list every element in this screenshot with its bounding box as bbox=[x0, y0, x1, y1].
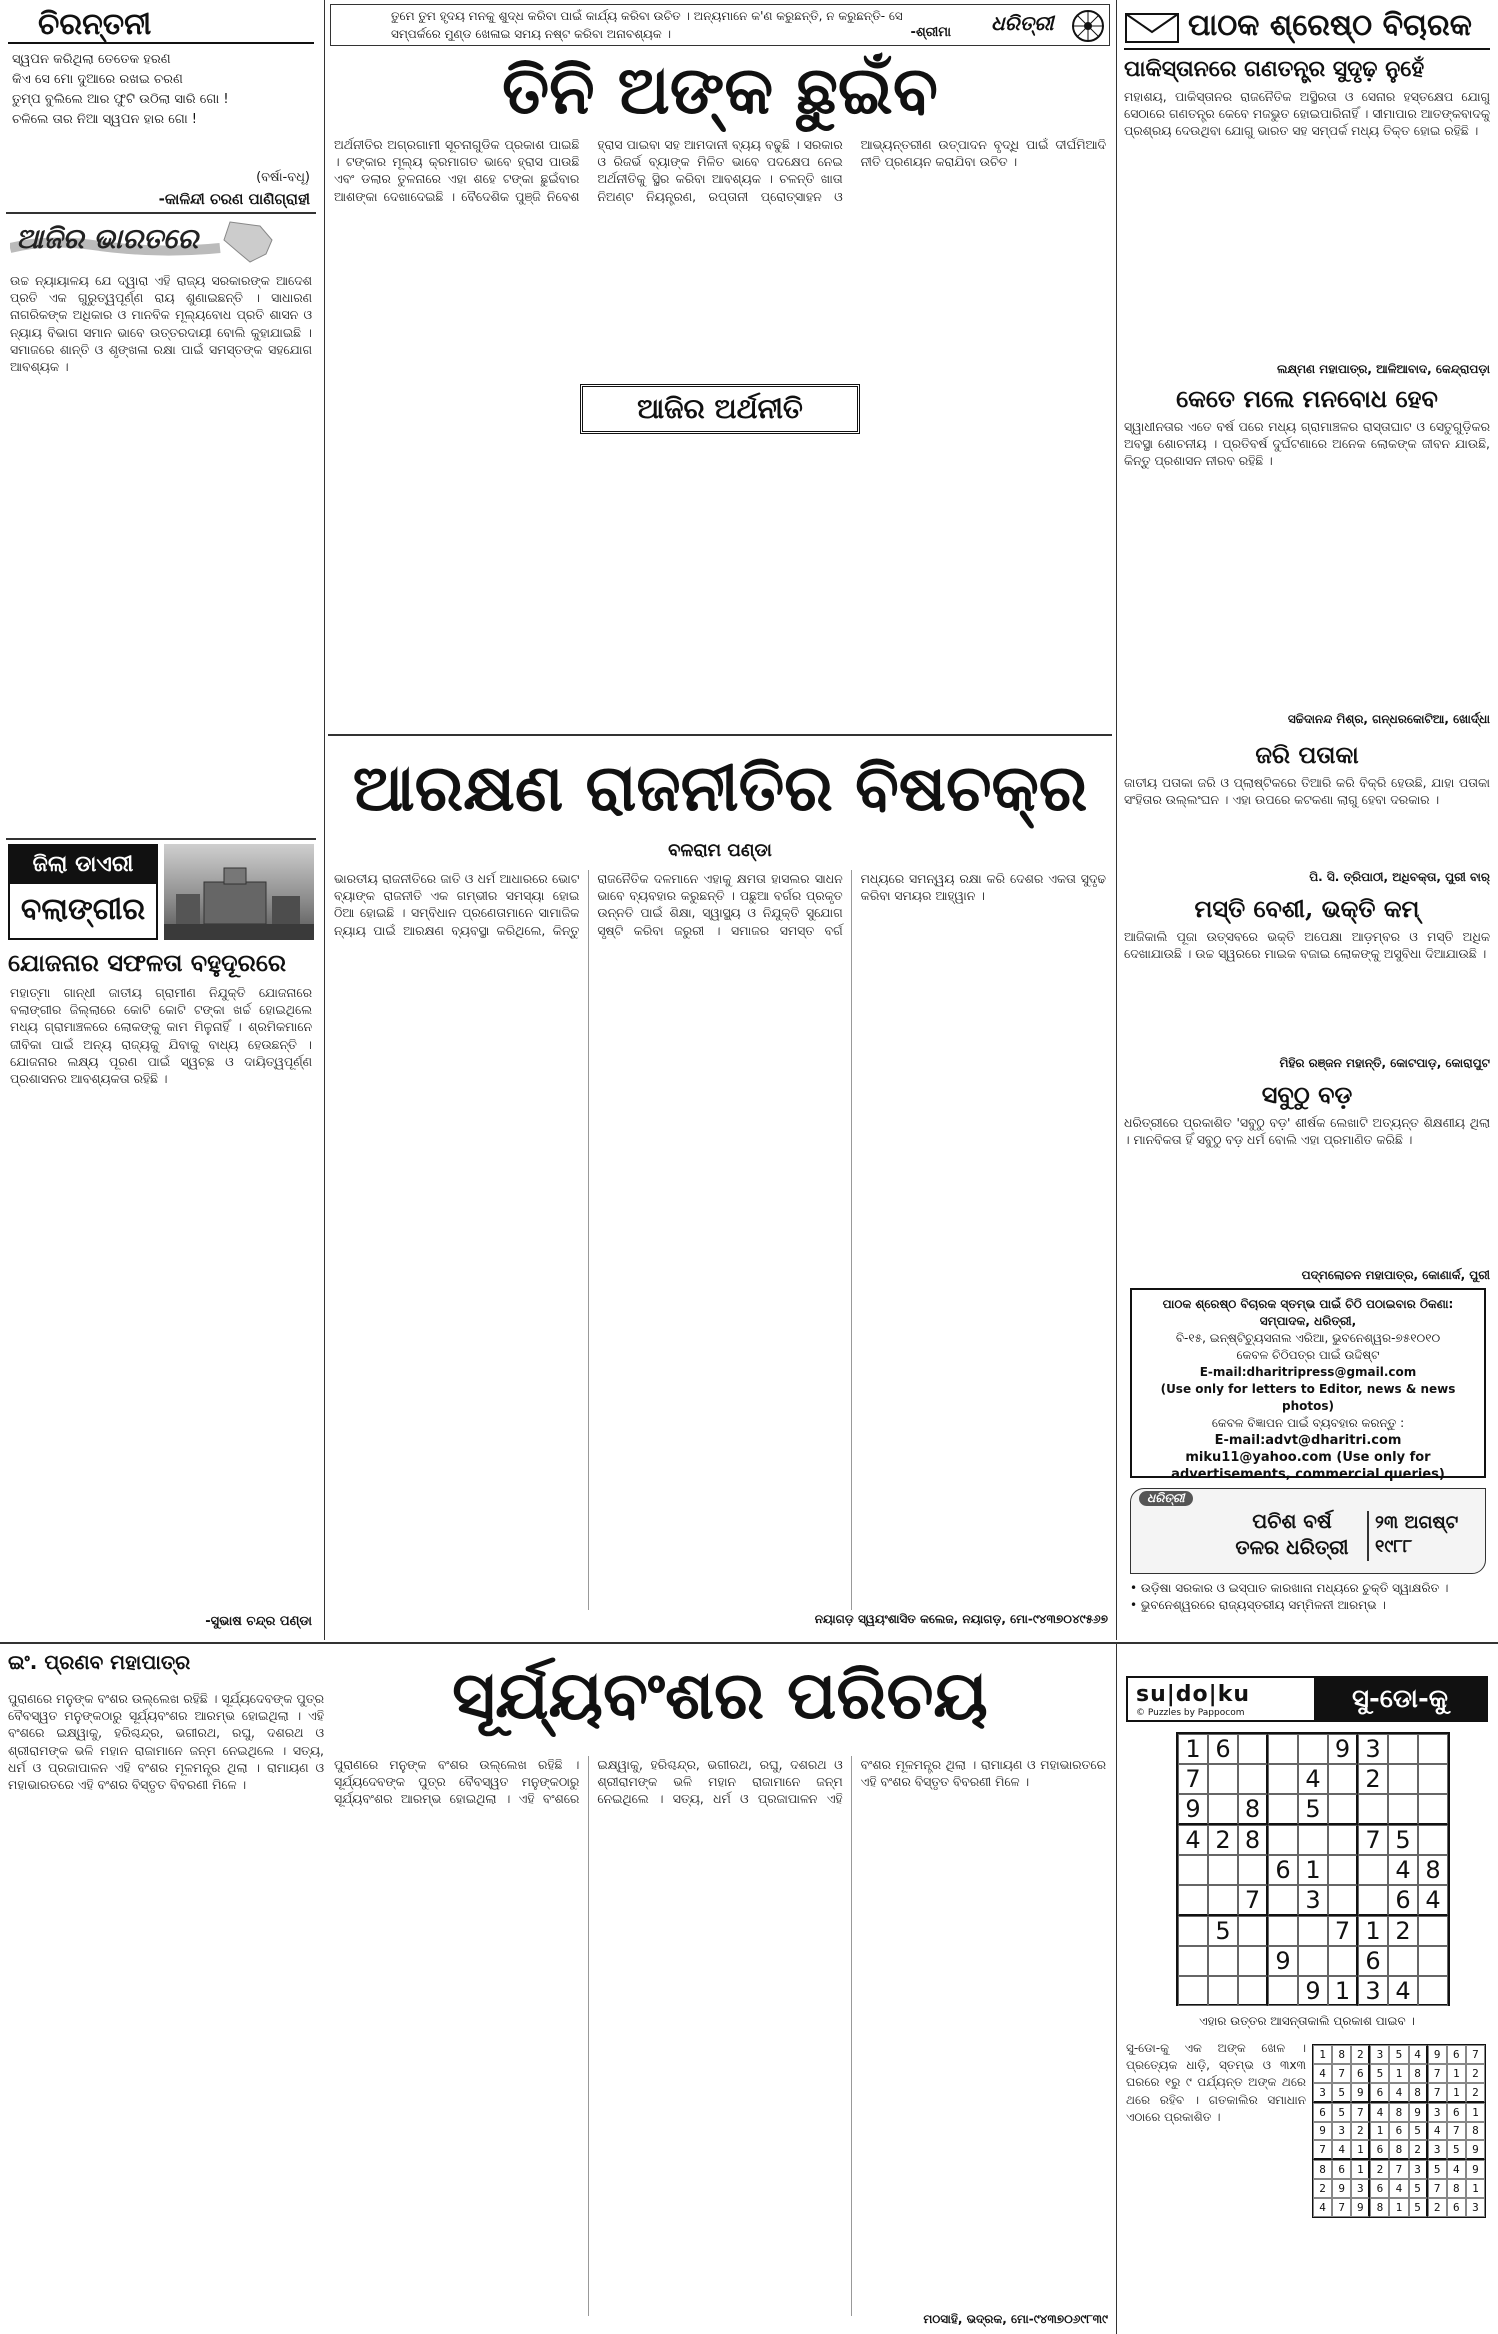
aajira-arthaniti-label: ଆଜିର ଅର୍ଥନୀତି bbox=[637, 392, 803, 425]
solution-cell: 1 bbox=[1447, 2064, 1466, 2083]
solution-cell: 3 bbox=[1428, 2103, 1447, 2122]
solution-cell: 3 bbox=[1409, 2160, 1428, 2179]
history-items bbox=[1130, 1580, 1486, 1614]
poem-author: -କାଳିନ୍ଦୀ ଚରଣ ପାଣିଗ୍ରାହୀ bbox=[158, 190, 310, 208]
solution-cell: 2 bbox=[1466, 2083, 1485, 2103]
solution-cell: 4 bbox=[1389, 2179, 1408, 2198]
column-divider bbox=[1116, 0, 1117, 1640]
solution-cell: 6 bbox=[1447, 2045, 1466, 2064]
sudoku-cell[interactable] bbox=[1238, 1764, 1268, 1794]
letter4-title: ମସ୍ତି ବେଶୀ, ଭକ୍ତି କମ୍ bbox=[1194, 894, 1420, 923]
solution-cell: 5 bbox=[1409, 2179, 1428, 2198]
sudoku-cell[interactable] bbox=[1298, 1825, 1328, 1855]
solution-cell: 1 bbox=[1351, 2160, 1370, 2179]
solution-cell: 8 bbox=[1389, 2140, 1408, 2160]
sudoku-logo-sub: © Puzzles by Pappocom bbox=[1136, 1708, 1245, 1718]
solution-cell: 5 bbox=[1409, 2198, 1428, 2217]
letter3-text: ଜାତୀୟ ପତାକା ଜରି ଓ ପ୍ଲାଷ୍ଟିକରେ ତିଆରି କରି ବିକ୍ରି ହେଉଛି, ଯାହା ପତାକା ସଂହିତାର ଉଲ୍ଲଂଘନ । ଏହା ଉପରେ କଟକଣା ଲାଗୁ ହେବା ଦରକାର । bbox=[1124, 775, 1490, 808]
poem-source: (ବର୍ଷା-ବଧୂ) bbox=[256, 170, 310, 185]
sudoku-cell[interactable] bbox=[1268, 1734, 1298, 1764]
sudoku-cell[interactable] bbox=[1268, 1764, 1298, 1794]
chirantani-header bbox=[8, 8, 314, 44]
surya-col1 bbox=[8, 1690, 324, 2320]
district-name: ବଲାଙ୍ଗୀର bbox=[8, 884, 158, 940]
solution-cell: 8 bbox=[1389, 2103, 1408, 2122]
sudoku-cell[interactable] bbox=[1238, 1734, 1268, 1764]
history-paper-tag: ଧରିତ୍ରୀ bbox=[1139, 1491, 1193, 1506]
solution-cell: 7 bbox=[1332, 2064, 1351, 2083]
solution-cell: 8 bbox=[1466, 2122, 1485, 2141]
editor-email-note: (Use only for letters to Editor, news & news photos) bbox=[1160, 1382, 1456, 1413]
solution-cell: 9 bbox=[1466, 2160, 1485, 2179]
letter3-author: ପି. ସି. ତ୍ରିପାଠୀ, ଅଧିବକ୍ତା, ପୁରୀ ବାର୍ bbox=[1309, 870, 1490, 884]
sudoku-cell[interactable] bbox=[1388, 1734, 1418, 1764]
ad-note: କେବଳ ବିଜ୍ଞାପନ ପାଇଁ ବ୍ୟବହାର କରନ୍ତୁ : bbox=[1211, 1416, 1405, 1430]
sudoku-cell[interactable] bbox=[1388, 1946, 1418, 1976]
sudoku-cell[interactable]: 5 bbox=[1208, 1916, 1238, 1946]
sudoku-title: ସୁ-ଡୋ-କୁ bbox=[1314, 1678, 1486, 1720]
solution-cell: 1 bbox=[1389, 2064, 1408, 2083]
solution-cell: 8 bbox=[1332, 2045, 1351, 2064]
sudoku-cell[interactable] bbox=[1418, 1916, 1448, 1946]
column-divider bbox=[1116, 1644, 1117, 2334]
surya-body bbox=[334, 1756, 1106, 2316]
sudoku-cell[interactable]: 1 bbox=[1328, 1976, 1358, 2006]
left-column bbox=[0, 0, 322, 1640]
sudoku-cell[interactable] bbox=[1238, 1946, 1268, 1976]
sudoku-answer-note: ଏହାର ଉତ୍ତର ଆସନ୍ତାକାଲି ପ୍ରକାଶ ପାଇବ । bbox=[1199, 2014, 1415, 2028]
editor-email[interactable]: E-mail:dharitripress@gmail.com bbox=[1199, 1365, 1417, 1379]
solution-cell: 9 bbox=[1466, 2140, 1485, 2160]
sudoku-cell[interactable] bbox=[1268, 1976, 1298, 2006]
address-box bbox=[1130, 1288, 1486, 1482]
sudoku-cell[interactable] bbox=[1268, 1916, 1298, 1946]
solution-cell: 7 bbox=[1447, 2122, 1466, 2141]
solution-cell: 4 bbox=[1389, 2083, 1408, 2103]
solution-cell: 4 bbox=[1370, 2103, 1389, 2122]
sudoku-cell[interactable]: 1 bbox=[1178, 1734, 1208, 1764]
solution-cell: 6 bbox=[1370, 2083, 1389, 2103]
ad-email[interactable]: E-mail:advt@dharitri.com bbox=[1214, 1433, 1402, 1448]
solution-cell: 3 bbox=[1370, 2045, 1389, 2064]
solution-cell: 6 bbox=[1351, 2064, 1370, 2083]
solution-cell: 5 bbox=[1428, 2160, 1447, 2179]
surya-author: ଇଂ. ପ୍ରଣବ ମହାପାତ୍ର bbox=[8, 1650, 191, 1674]
sudoku-cell[interactable]: 4 bbox=[1388, 1855, 1418, 1885]
sudoku-cell[interactable] bbox=[1358, 1855, 1388, 1885]
solution-cell: 7 bbox=[1428, 2064, 1447, 2083]
solution-cell: 8 bbox=[1447, 2179, 1466, 2198]
sudoku-cell[interactable]: 5 bbox=[1298, 1794, 1328, 1825]
sudoku-cell[interactable]: 9 bbox=[1178, 1794, 1208, 1825]
sudoku-cell[interactable] bbox=[1328, 1794, 1358, 1825]
solution-cell: 8 bbox=[1313, 2160, 1332, 2179]
sudoku-cell[interactable] bbox=[1418, 1825, 1448, 1855]
sudoku-cell[interactable] bbox=[1178, 1855, 1208, 1885]
sudoku-cell[interactable]: 3 bbox=[1358, 1976, 1388, 2006]
sudoku-cell[interactable] bbox=[1208, 1764, 1238, 1794]
solution-cell: 3 bbox=[1351, 2179, 1370, 2198]
sudoku-cell[interactable] bbox=[1178, 1946, 1208, 1976]
sudoku-cell[interactable]: 7 bbox=[1358, 1825, 1388, 1855]
history-item: • ଭୁବନେଶ୍ୱରରେ ରାଜ୍ୟସ୍ତରୀୟ ସମ୍ମିଳନୀ ଆରମ୍ଭ । bbox=[1130, 1598, 1386, 1612]
solution-cell: 1 bbox=[1466, 2179, 1485, 2198]
sudoku-cell[interactable]: 6 bbox=[1268, 1855, 1298, 1885]
solution-cell: 7 bbox=[1313, 2140, 1332, 2160]
address-street: ବି-୧୫, ଇନ୍ଷ୍ଟିଚ୍ୟୁସନାଲ ଏରିଆ, ଭୁବନେଶ୍ୱର-୭୫୧୦୧୦ bbox=[1175, 1331, 1441, 1345]
solution-cell: 6 bbox=[1332, 2160, 1351, 2179]
sudoku-cell[interactable] bbox=[1298, 1916, 1328, 1946]
solution-cell: 9 bbox=[1428, 2045, 1447, 2064]
surya-headline: ସୂର୍ଯ୍ୟବଂଶର ପରିଚୟ bbox=[452, 1656, 988, 1734]
sudoku-cell[interactable]: 7 bbox=[1238, 1885, 1268, 1916]
sudoku-cell[interactable] bbox=[1358, 1885, 1388, 1916]
solution-cell: 3 bbox=[1313, 2083, 1332, 2103]
temple-photo-icon bbox=[164, 844, 314, 940]
article-writer-info: ନୟାଗଡ଼ ସ୍ୱୟଂଶାସିତ କଲେଜ, ନୟାଗଡ଼, ମୋ-୯୪୩୭୦୪୯୫୬୭ bbox=[814, 1612, 1108, 1626]
article-headline: ଆରକ୍ଷଣ ରାଜନୀତିର ବିଷଚକ୍ର bbox=[352, 751, 1088, 826]
divider bbox=[6, 212, 316, 214]
solution-cell: 3 bbox=[1332, 2122, 1351, 2141]
letter3-title: ଜରି ପତାକା bbox=[1255, 740, 1359, 769]
column-divider bbox=[324, 0, 325, 1640]
sudoku-cell[interactable] bbox=[1328, 1855, 1358, 1885]
quote-box bbox=[330, 4, 1110, 46]
sudoku-cell[interactable]: 5 bbox=[1388, 1825, 1418, 1855]
sudoku-cell[interactable]: 7 bbox=[1328, 1916, 1358, 1946]
sudoku-cell[interactable]: 9 bbox=[1328, 1734, 1358, 1764]
wheel-logo-icon bbox=[1071, 9, 1105, 43]
ajibharat-text: ଉଚ୍ଚ ନ୍ୟାୟାଳୟ ଯେ ଦ୍ୱାରା ଏହି ରାଜ୍ୟ ସରକାରଙ୍କ ଆଦେଶ ପ୍ରତି ଏକ ଗୁରୁତ୍ୱପୂର୍ଣ୍ଣ ରାୟ ଶୁଣାଇଛନ୍ତି । ସାଧାରଣ ନାଗରିକଙ୍କ ଅଧିକାର ଓ ମାନବିକ ମୂଲ୍ୟବୋଧ ପ୍ରତି ଶାସନ ଓ ନ୍ୟାୟ ବିଭାଗ ସମାନ ଭାବେ ଉତ୍ତରଦାୟୀ ବୋଲି କୁହାଯାଇଛି । ସମାଜରେ ଶାନ୍ତି ଓ ଶୃଙ୍ଖଳା ରକ୍ଷା ପାଇଁ ସମସ୍ତଙ୍କ ସହଯୋଗ ଆବଶ୍ୟକ । bbox=[10, 273, 312, 375]
sudoku-cell[interactable] bbox=[1418, 1976, 1448, 2006]
solution-cell: 4 bbox=[1447, 2160, 1466, 2179]
solution-cell: 6 bbox=[1313, 2103, 1332, 2122]
article-text: ଭାରତୀୟ ରାଜନୀତିରେ ଜାତି ଓ ଧର୍ମ ଆଧାରରେ ଭୋଟ ବ୍ୟାଙ୍କ ରାଜନୀତି ଏକ ଗମ୍ଭୀର ସମସ୍ୟା ହୋଇ ଠିଆ ହୋଇଛି । ସମ୍ବିଧାନ ପ୍ରଣେତାମାନେ ସାମାଜିକ ନ୍ୟାୟ ପାଇଁ ଆରକ୍ଷଣ ବ୍ୟବସ୍ଥା କରିଥିଲେ, କିନ୍ତୁ ରାଜନୈତିକ ଦଳମାନେ ଏହାକୁ କ୍ଷମତା ହାସଲର ସାଧନ ଭାବେ ବ୍ୟବହାର କରୁଛନ୍ତି । ପଛୁଆ ବର୍ଗର ପ୍ରକୃତ ଉନ୍ନତି ପାଇଁ ଶିକ୍ଷା, ସ୍ୱାସ୍ଥ୍ୟ ଓ ନିଯୁକ୍ତି ସୁଯୋଗ ସୃଷ୍ଟି କରିବା ଜରୁରୀ । ସମାଜର ସମସ୍ତ ବର୍ଗ ମଧ୍ୟରେ ସମନ୍ୱୟ ରକ୍ଷା କରି ଦେଶର ଏକତା ସୁଦୃଢ କରିବା ସମୟର ଆହ୍ୱାନ । bbox=[334, 871, 1106, 938]
solution-cell: 2 bbox=[1428, 2198, 1447, 2217]
divider bbox=[6, 838, 316, 840]
ad-email-alt[interactable]: miku11@yahoo.com (Use only for bbox=[1185, 1450, 1431, 1465]
solution-cell: 9 bbox=[1351, 2198, 1370, 2217]
ajibharat-banner bbox=[10, 218, 310, 266]
solution-cell: 5 bbox=[1332, 2103, 1351, 2122]
solution-cell: 5 bbox=[1370, 2064, 1389, 2083]
ajibharat-title: ଆଜିର ଭାରତରେ bbox=[16, 222, 199, 255]
letter4-text: ଆଜିକାଲି ପୂଜା ଉତ୍ସବରେ ଭକ୍ତି ଅପେକ୍ଷା ଆଡ଼ମ୍ବର ଓ ମସ୍ତି ଅଧିକ ଦେଖାଯାଉଛି । ଉଚ୍ଚ ସ୍ୱରରେ ମାଇକ ବଜାଇ ଲୋକଙ୍କୁ ଅସୁବିଧା ଦିଆଯାଉଛି । bbox=[1124, 929, 1490, 962]
solution-cell: 2 bbox=[1351, 2122, 1370, 2141]
solution-cell: 1 bbox=[1370, 2122, 1389, 2141]
sudoku-cell[interactable]: 1 bbox=[1298, 1855, 1328, 1885]
sudoku-cell[interactable] bbox=[1418, 1734, 1448, 1764]
solution-cell: 5 bbox=[1409, 2122, 1428, 2141]
solution-cell: 1 bbox=[1351, 2140, 1370, 2160]
solution-cell: 9 bbox=[1351, 2083, 1370, 2103]
solution-cell: 6 bbox=[1447, 2198, 1466, 2217]
sudoku-cell[interactable]: 4 bbox=[1178, 1825, 1208, 1855]
address-note: କେବଳ ଚିଠିପତ୍ର ପାଇଁ ଉଦ୍ଦିଷ୍ଟ bbox=[1236, 1348, 1380, 1362]
sudoku-cell[interactable]: 2 bbox=[1358, 1764, 1388, 1794]
sudoku-header bbox=[1126, 1676, 1488, 1722]
sudoku-cell[interactable]: 9 bbox=[1298, 1976, 1328, 2006]
history-box bbox=[1130, 1488, 1486, 1574]
solution-cell: 2 bbox=[1466, 2064, 1485, 2083]
sudoku-cell[interactable] bbox=[1328, 1946, 1358, 1976]
quote-author: -ଶ୍ରୀମା bbox=[910, 25, 951, 40]
address-editor: ସମ୍ପାଦକ, ଧରିତ୍ରୀ, bbox=[1259, 1314, 1357, 1328]
editorial-text: ଅର୍ଥନୀତିର ଅଗ୍ରଗାମୀ ସୂଚନାଗୁଡିକ ପ୍ରକାଶ ପାଇଛି । ଟଙ୍କାର ମୂଲ୍ୟ କ୍ରମାଗତ ଭାବେ ହ୍ରାସ ପାଉଛି ଏବଂ ଡଲାର ତୁଳନାରେ ଏହା ଶହେ ଟଙ୍କା ଛୁଇଁବାର ଆଶଙ୍କା ଦେଖାଦେଇଛି । ବୈଦେଶିକ ପୁଞ୍ଜି ନିବେଶ ହ୍ରାସ ପାଇବା ସହ ଆମଦାନୀ ବ୍ୟୟ ବଢୁଛି । ସରକାର ଓ ରିଜର୍ଭ ବ୍ୟାଙ୍କ ମିଳିତ ଭାବେ ପଦକ୍ଷେପ ନେଇ ଅର୍ଥନୀତିକୁ ସ୍ଥିର କରିବା ଆବଶ୍ୟକ । ଚଳନ୍ତି ଖାତା ନିଅଣ୍ଟ ନିୟନ୍ତ୍ରଣ, ରପ୍ତାନୀ ପ୍ରୋତ୍ସାହନ ଓ ଆଭ୍ୟନ୍ତରୀଣ ଉତ୍ପାଦନ ବୃଦ୍ଧି ପାଇଁ ଦୀର୍ଘମିଆଦି ନୀତି ପ୍ରଣୟନ କରାଯିବା ଉଚିତ । bbox=[334, 137, 1106, 204]
solution-cell: 5 bbox=[1447, 2140, 1466, 2160]
letter1-text: ମହାଶୟ, ପାକିସ୍ତାନର ରାଜନୈତିକ ଅସ୍ଥିରତା ଓ ସେନାର ହସ୍ତକ୍ଷେପ ଯୋଗୁ ସେଠାରେ ଗଣତନ୍ତ୍ର କେବେ ମଜଭୁତ ହୋଇପାରିନାହିଁ । ସୀମାପାର ଆତଙ୍କବାଦକୁ ପ୍ରଶ୍ରୟ ଦେଉଥିବା ଯୋଗୁ ଭାରତ ସହ ସମ୍ପର୍କ ମଧ୍ୟ ତିକ୍ତ ହୋଇ ରହିଛି । bbox=[1124, 89, 1490, 139]
aajira-arthaniti-box bbox=[580, 384, 860, 434]
surya-text-main: ପୁରାଣରେ ମନୁଙ୍କ ବଂଶର ଉଲ୍ଲେଖ ରହିଛି । ସୂର୍ଯ୍ୟଦେବଙ୍କ ପୁତ୍ର ବୈବସ୍ୱତ ମନୁଙ୍କଠାରୁ ସୂର୍ଯ୍ୟବଂଶର ଆରମ୍ଭ ହୋଇଥିଲା । ଏହି ବଂଶରେ ଇକ୍ଷ୍ୱାକୁ, ହରିଶ୍ଚନ୍ଦ୍ର, ଭଗୀରଥ, ରଘୁ, ଦଶରଥ ଓ ଶ୍ରୀରାମଙ୍କ ଭଳି ମହାନ ରାଜାମାନେ ଜନ୍ମ ନେଇଥିଲେ । ସତ୍ୟ, ଧର୍ମ ଓ ପ୍ରଜାପାଳନ ଏହି ବଂଶର ମୂଳମନ୍ତ୍ର ଥିଲା । ରାମାୟଣ ଓ ମହାଭାରତରେ ଏହି ବଂଶର ବିସ୍ତୃତ ବିବରଣୀ ମିଳେ । bbox=[334, 1757, 1106, 1807]
solution-cell: 2 bbox=[1370, 2160, 1389, 2179]
sudoku-cell[interactable] bbox=[1178, 1916, 1208, 1946]
solution-cell: 3 bbox=[1466, 2198, 1485, 2217]
sudoku-cell[interactable] bbox=[1178, 1976, 1208, 2006]
letter5-author: ପଦ୍ମଲୋଚନ ମହାପାତ୍ର, କୋଣାର୍କ, ପୁରୀ bbox=[1301, 1268, 1490, 1282]
sudoku-cell[interactable] bbox=[1418, 1946, 1448, 1976]
divider bbox=[328, 734, 1112, 736]
solution-cell: 6 bbox=[1389, 2122, 1408, 2141]
history-date: ୨୩ ଅଗଷ୍ଟ ୧୯୮୮ bbox=[1367, 1511, 1477, 1561]
solution-cell: 1 bbox=[1447, 2083, 1466, 2103]
sudoku-cell[interactable] bbox=[1178, 1885, 1208, 1916]
sudoku-cell[interactable] bbox=[1358, 1794, 1388, 1825]
solution-cell: 8 bbox=[1409, 2083, 1428, 2103]
solution-cell: 4 bbox=[1428, 2122, 1447, 2141]
solution-cell: 4 bbox=[1313, 2198, 1332, 2217]
sudoku-cell[interactable] bbox=[1298, 1734, 1328, 1764]
solution-cell: 8 bbox=[1409, 2064, 1428, 2083]
solution-cell: 8 bbox=[1370, 2198, 1389, 2217]
sudoku-cell[interactable] bbox=[1268, 1885, 1298, 1916]
sudoku-cell[interactable] bbox=[1268, 1794, 1298, 1825]
article-author: ବଳରାମ ପଣ୍ଡା bbox=[668, 840, 772, 861]
sudoku-cell[interactable] bbox=[1328, 1764, 1358, 1794]
solution-cell: 9 bbox=[1332, 2179, 1351, 2198]
solution-cell: 7 bbox=[1351, 2103, 1370, 2122]
solution-cell: 3 bbox=[1428, 2140, 1447, 2160]
sudoku-cell[interactable] bbox=[1238, 1916, 1268, 1946]
sudoku-cell[interactable]: 2 bbox=[1388, 1916, 1418, 1946]
sudoku-solution bbox=[1312, 2044, 1484, 2216]
solution-cell: 7 bbox=[1428, 2179, 1447, 2198]
article-body bbox=[334, 870, 1106, 1610]
solution-cell: 4 bbox=[1332, 2140, 1351, 2160]
sudoku-cell[interactable] bbox=[1208, 1855, 1238, 1885]
sudoku-cell[interactable]: 7 bbox=[1178, 1764, 1208, 1794]
sudoku-cell[interactable]: 3 bbox=[1358, 1734, 1388, 1764]
sudoku-cell[interactable] bbox=[1388, 1794, 1418, 1825]
yojana-author: -ସୁଭାଷ ଚନ୍ଦ୍ର ପଣ୍ଡା bbox=[205, 1614, 312, 1629]
sudoku-cell[interactable]: 8 bbox=[1418, 1855, 1448, 1885]
surya-writer-info: ମଠସାହି, ଭଦ୍ରକ, ମୋ-୯୪୩୭୦୬୯୮୩୯ bbox=[923, 2312, 1108, 2326]
district-diary-box bbox=[8, 844, 158, 940]
history-item: • ଉଡ଼ିଷା ସରକାର ଓ ଇସ୍ପାତ କାରଖାନା ମଧ୍ୟରେ ଚୁକ୍ତି ସ୍ୱାକ୍ଷରିତ । bbox=[1130, 1581, 1449, 1595]
sudoku-cell[interactable]: 1 bbox=[1358, 1916, 1388, 1946]
letter2-text: ସ୍ୱାଧୀନତାର ଏତେ ବର୍ଷ ପରେ ମଧ୍ୟ ଗ୍ରାମାଞ୍ଚଳର ରାସ୍ତାଘାଟ ଓ ସେତୁଗୁଡ଼ିକର ଅବସ୍ଥା ଶୋଚନୀୟ । ପ୍ରତିବର୍ଷ ଦୁର୍ଘଟଣାରେ ଅନେକ ଲୋକଙ୍କ ଜୀବନ ଯାଉଛି, କିନ୍ତୁ ପ୍ରଶାସନ ନୀରବ ରହିଛି । bbox=[1124, 419, 1490, 469]
sudoku-cell[interactable]: 2 bbox=[1208, 1825, 1238, 1855]
sudoku-grid bbox=[1176, 1732, 1450, 2006]
sudoku-cell[interactable] bbox=[1208, 1885, 1238, 1916]
surya-text: ପୁରାଣରେ ମନୁଙ୍କ ବଂଶର ଉଲ୍ଲେଖ ରହିଛି । ସୂର୍ଯ୍ୟଦେବଙ୍କ ପୁତ୍ର ବୈବସ୍ୱତ ମନୁଙ୍କଠାରୁ ସୂର୍ଯ୍ୟବଂଶର ଆରମ୍ଭ ହୋଇଥିଲା । ଏହି ବଂଶରେ ଇକ୍ଷ୍ୱାକୁ, ହରିଶ୍ଚନ୍ଦ୍ର, ଭଗୀରଥ, ରଘୁ, ଦଶରଥ ଓ ଶ୍ରୀରାମଙ୍କ ଭଳି ମହାନ ରାଜାମାନେ ଜନ୍ମ ନେଇଥିଲେ । ସତ୍ୟ, ଧର୍ମ ଓ ପ୍ରଜାପାଳନ ଏହି ବଂଶର ମୂଳମନ୍ତ୍ର ଥିଲା । ରାମାୟଣ ଓ ମହାଭାରତରେ ଏହି ବଂଶର ବିସ୍ତୃତ ବିବରଣୀ ମିଳେ । bbox=[8, 1691, 324, 1793]
solution-cell: 9 bbox=[1409, 2103, 1428, 2122]
solution-cell: 4 bbox=[1313, 2064, 1332, 2083]
solution-cell: 1 bbox=[1313, 2045, 1332, 2064]
letter4-author: ମିହିର ରଞ୍ଜନ ମହାନ୍ତି, କୋଟପାଡ଼, କୋରାପୁଟ bbox=[1279, 1056, 1490, 1070]
solution-cell: 6 bbox=[1447, 2103, 1466, 2122]
letter2-author: ସଚ୍ଚିଦାନନ୍ଦ ମିଶ୍ର, ଗନ୍ଧରକୋଟିଆ, ଖୋର୍ଦ୍ଧା bbox=[1287, 712, 1490, 726]
solution-cell: 2 bbox=[1351, 2045, 1370, 2064]
solution-cell: 2 bbox=[1409, 2140, 1428, 2160]
letter2-title: କେତେ ମଲେ ମନବୋଧ ହେବ bbox=[1176, 384, 1438, 413]
sudoku-board bbox=[1176, 1732, 1446, 2005]
address-intro: ପାଠକ ଶ୍ରେଷ୍ଠ ବିଚାରକ ସ୍ତମ୍ଭ ପାଇଁ ଚିଠି ପଠାଇବାର ଠିକଣା: bbox=[1162, 1297, 1454, 1311]
yojana-title: ଯୋଜନାର ସଫଳତା ବହୁଦୂରରେ bbox=[8, 948, 287, 977]
sudoku-cell[interactable]: 8 bbox=[1238, 1825, 1268, 1855]
ad-email-note: advertisements, commercial queries) bbox=[1171, 1467, 1445, 1482]
solution-cell: 6 bbox=[1370, 2140, 1389, 2160]
solution-cell: 4 bbox=[1409, 2045, 1428, 2064]
sudoku-cell[interactable] bbox=[1328, 1885, 1358, 1916]
chirantani-title: ଚିରନ୍ତନୀ bbox=[38, 7, 152, 42]
sudoku-cell[interactable] bbox=[1298, 1946, 1328, 1976]
sudoku-cell[interactable]: 6 bbox=[1388, 1885, 1418, 1916]
letter5-text: ଧରିତ୍ରୀରେ ପ୍ରକାଶିତ 'ସବୁଠୁ ବଡ଼' ଶୀର୍ଷକ ଲେଖାଟି ଅତ୍ୟନ୍ତ ଶିକ୍ଷଣୀୟ ଥିଲା । ମାନବିକତା ହିଁ ସବୁଠୁ ବଡ଼ ଧର୍ମ ବୋଲି ଏହା ପ୍ରମାଣିତ କରିଛି । bbox=[1124, 1115, 1490, 1148]
sudoku-cell[interactable] bbox=[1418, 1794, 1448, 1825]
sudoku-cell[interactable] bbox=[1238, 1855, 1268, 1885]
readers-title: ପାଠକ ଶ୍ରେଷ୍ଠ ବିଚାରକ bbox=[1188, 8, 1472, 43]
solution-cell: 7 bbox=[1332, 2198, 1351, 2217]
district-photo bbox=[164, 844, 314, 940]
yojana-text: ମହାତ୍ମା ଗାନ୍ଧୀ ଜାତୀୟ ଗ୍ରାମୀଣ ନିଯୁକ୍ତି ଯୋଜନାରେ ବଲାଙ୍ଗୀର ଜିଲ୍ଲାରେ କୋଟି କୋଟି ଟଙ୍କା ଖର୍ଚ୍ଚ ହୋଇଥିଲେ ମଧ୍ୟ ଗ୍ରାମାଞ୍ଚଳରେ ଲୋକଙ୍କୁ କାମ ମିଳୁନାହିଁ । ଶ୍ରମିକମାନେ ଜୀବିକା ପାଇଁ ଅନ୍ୟ ରାଜ୍ୟକୁ ଯିବାକୁ ବାଧ୍ୟ ହେଉଛନ୍ତି । ଯୋଜନାର ଲକ୍ଷ୍ୟ ପୂରଣ ପାଇଁ ସ୍ୱଚ୍ଛ ଓ ଦାୟିତ୍ୱପୂର୍ଣ୍ଣ ପ୍ରଶାସନର ଆବଶ୍ୟକତା ରହିଛି । bbox=[10, 985, 312, 1087]
solution-cell: 1 bbox=[1389, 2198, 1408, 2217]
readers-header bbox=[1124, 6, 1490, 50]
solution-cell: 2 bbox=[1313, 2179, 1332, 2198]
solution-cell: 6 bbox=[1370, 2179, 1389, 2198]
sudoku-logo: su|do|ku bbox=[1136, 1682, 1250, 1707]
district-label: ଜିଲା ଡାଏରୀ bbox=[8, 844, 158, 884]
editorial-headline: ତିନି ଅଙ୍କ ଛୁଇଁବ bbox=[502, 51, 938, 129]
sudoku-cell[interactable]: 6 bbox=[1208, 1734, 1238, 1764]
sudoku-cell[interactable] bbox=[1238, 1976, 1268, 2006]
sudoku-cell[interactable] bbox=[1208, 1976, 1238, 2006]
solution-cell: 7 bbox=[1428, 2083, 1447, 2103]
sudoku-cell[interactable]: 8 bbox=[1238, 1794, 1268, 1825]
sudoku-cell[interactable] bbox=[1418, 1764, 1448, 1794]
sudoku-rules: ସୁ-ଡୋ-କୁ ଏକ ଅଙ୍କ ଖେଳ । ପ୍ରତ୍ୟେକ ଧାଡ଼ି, ସ୍ତମ୍ଭ ଓ ୩x୩ ଘରରେ ୧ରୁ ୯ ପର୍ଯ୍ୟନ୍ତ ଅଙ୍କ ଥରେ ଥରେ ରହିବ । ଗତକାଲିର ସମାଧାନ ଏଠାରେ ପ୍ରକାଶିତ । bbox=[1126, 2041, 1306, 2124]
history-label1: ପଚିଶ ବର୍ଷ bbox=[1252, 1509, 1332, 1533]
sudoku-cell[interactable]: 6 bbox=[1358, 1946, 1388, 1976]
sudoku-cell[interactable] bbox=[1208, 1794, 1238, 1825]
poem-text: ସ୍ୱପନ କରିଥିଲା ତେତେକ ହରଣ କିଏ ସେ ମୋ ଦୁଆରେ ରଖଇ ଚରଣ ତୁମ୍ପ ବୁଲିଲେ ଆର ଫୁଟି ଉଠିଲା ସାରି ଗୋ ! ଚଳିଲେ ତାର ନିଆ ସ୍ୱପନ ହାର ଗୋ ! bbox=[12, 52, 229, 127]
history-label2: ତଳର ଧରିତ୍ରୀ bbox=[1235, 1535, 1349, 1559]
envelope-icon bbox=[1124, 10, 1182, 44]
sudoku-solution-grid bbox=[1312, 2044, 1486, 2218]
sudoku-cell[interactable]: 4 bbox=[1418, 1885, 1448, 1916]
sudoku-cell[interactable] bbox=[1388, 1764, 1418, 1794]
solution-cell: 7 bbox=[1466, 2045, 1485, 2064]
sudoku-cell[interactable]: 3 bbox=[1298, 1885, 1328, 1916]
sudoku-cell[interactable]: 9 bbox=[1268, 1946, 1298, 1976]
letter1-author: ଲକ୍ଷ୍ମଣ ମହାପାତ୍ର, ଆଳିଆବାଦ, କେନ୍ଦ୍ରାପଡ଼ା bbox=[1276, 362, 1490, 376]
letter1-title: ପାକିସ୍ତାନରେ ଗଣତନ୍ତ୍ର ସୁଦୃଢ଼ ନୁହେଁ bbox=[1124, 56, 1425, 82]
solution-cell: 9 bbox=[1313, 2122, 1332, 2141]
solution-cell: 1 bbox=[1466, 2103, 1485, 2122]
quote-text: ତୁମେ ତୁମ ହୃଦୟ ମନକୁ ଶୁଦ୍ଧ କରିବା ପାଇଁ କାର୍ଯ୍ୟ କରିବା ଉଚିତ । ଅନ୍ୟମାନେ କ'ଣ କରୁଛନ୍ତି, ନ କରୁଛନ୍ତି- ସେ ସମ୍ପର୍କରେ ମୁଣ୍ଡ ଖେଳାଇ ସମୟ ନଷ୍ଟ କରିବା ଅନାବଶ୍ୟକ । bbox=[391, 9, 903, 41]
sudoku-cell[interactable] bbox=[1208, 1946, 1238, 1976]
paper-name: ଧରିତ୍ରୀ bbox=[991, 11, 1054, 35]
sudoku-cell[interactable]: 4 bbox=[1298, 1764, 1328, 1794]
letter5-title: ସବୁଠୁ ବଡ଼ bbox=[1261, 1080, 1353, 1109]
solution-cell: 7 bbox=[1389, 2160, 1408, 2179]
sudoku-cell[interactable]: 4 bbox=[1388, 1976, 1418, 2006]
solution-cell: 5 bbox=[1332, 2083, 1351, 2103]
sudoku-cell[interactable] bbox=[1328, 1825, 1358, 1855]
sudoku-cell[interactable] bbox=[1268, 1825, 1298, 1855]
solution-cell: 5 bbox=[1389, 2045, 1408, 2064]
